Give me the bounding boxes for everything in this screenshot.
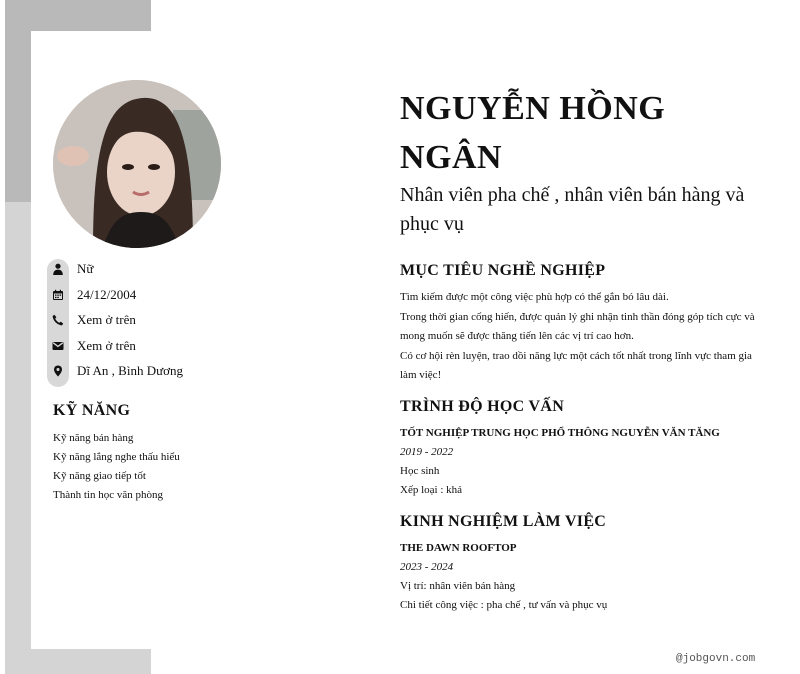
education-school: TỐT NGHIỆP TRUNG HỌC PHỔ THÔNG NGUYỄN VĂN TĂNG (400, 427, 720, 439)
skill-item: Thành tin học văn phòng (53, 489, 163, 501)
contact-email (47, 335, 136, 357)
education-block (400, 424, 770, 500)
profile-photo (53, 80, 221, 248)
contact-phone (47, 309, 136, 331)
skills-title: KỸ NĂNG (53, 402, 131, 419)
calendar-icon (47, 284, 69, 306)
education-grade: Xếp loại : khá (400, 484, 463, 496)
experience-detail: Chi tiết công việc : pha chế , tư vấn và phục vụ (400, 599, 608, 611)
experience-years: 2023 - 2024 (400, 561, 454, 573)
skill-item: Kỹ năng giao tiếp tốt (53, 470, 146, 482)
experience-position: Vị trí: nhân viên bán hàng (400, 580, 516, 592)
objective-title: MỤC TIÊU NGHỀ NGHIỆP (400, 262, 606, 279)
objective-text (400, 288, 760, 386)
objective-line: Trong thời gian cống hiến, được quản lý ghi nhận tinh thần đóng góp tích cực và mong muốn sẽ được thăng tiến lên các vị trí cao hơn. (400, 310, 755, 342)
skills-list (53, 429, 180, 505)
email-text: Xem ở trên (77, 338, 136, 353)
education-years: 2019 - 2022 (400, 446, 454, 458)
education-detail: Học sinh (400, 465, 440, 477)
person-icon (47, 258, 69, 280)
experience-block (400, 539, 770, 615)
phone-icon (47, 309, 69, 331)
experience-title: KINH NGHIỆM LÀM VIỆC (400, 513, 607, 530)
profile-photo-illustration (53, 80, 221, 248)
gender-text: Nữ (77, 261, 94, 276)
contact-gender (47, 258, 93, 280)
objective-line: Tìm kiếm được một công việc phù hợp có thể gắn bó lâu dài. (400, 291, 669, 303)
candidate-name: NGUYỄN HỒNG NGÂN (400, 90, 666, 176)
objective-line: Có cơ hội rèn luyện, trao dồi năng lực một cách tốt nhất trong lĩnh vực tham gia làm việc! (400, 349, 752, 381)
skill-item: Kỹ năng lắng nghe thấu hiểu (53, 451, 180, 463)
candidate-role: Nhân viên pha chế , nhân viên bán hàng và phục vụ (400, 184, 745, 235)
contact-address (47, 360, 183, 382)
location-pin-icon (47, 360, 69, 382)
skill-item: Kỹ năng bán hàng (53, 432, 134, 444)
watermark: @jobgovn.com (676, 653, 756, 665)
address-text: Dĩ An , Bình Dương (77, 363, 184, 378)
experience-company: THE DAWN ROOFTOP (400, 542, 517, 554)
education-title: TRÌNH ĐỘ HỌC VẤN (400, 398, 565, 415)
birthday-text: 24/12/2004 (77, 287, 137, 302)
contact-birthday (47, 284, 136, 306)
phone-text: Xem ở trên (77, 312, 136, 327)
envelope-icon (47, 335, 69, 357)
